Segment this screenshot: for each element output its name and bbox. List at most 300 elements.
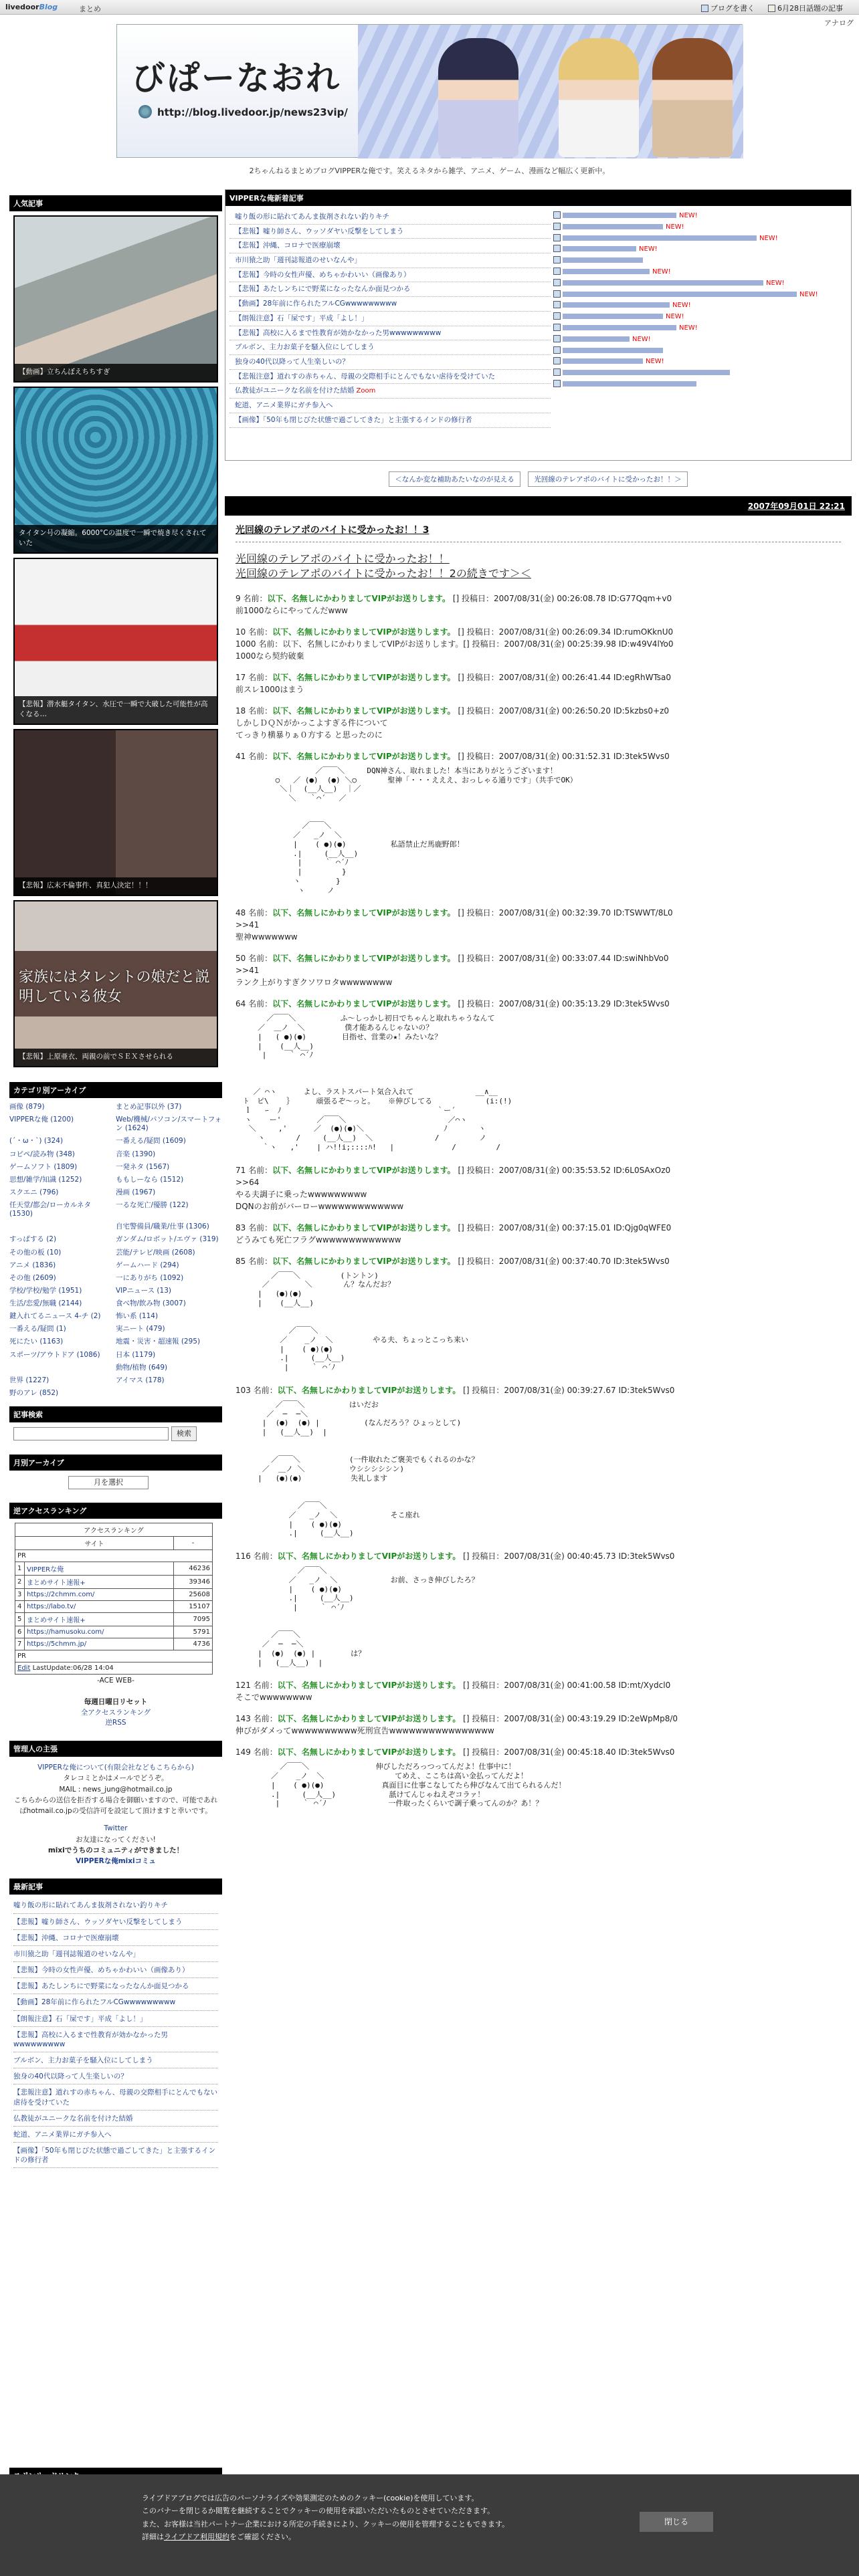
response-meta: [] 投稿日：2007/08/31(金) 00:26:50.20 ID:5kzbs0+z0 xyxy=(455,706,670,716)
category-list xyxy=(9,1098,222,1402)
zoom-label: Zoom xyxy=(356,387,376,395)
popular-item[interactable]: 【悲報】広末不倫事件、真犯人決定！！！ xyxy=(13,729,218,896)
new-badge: NEW! xyxy=(679,324,698,332)
new-post-link[interactable] xyxy=(229,297,551,312)
analog-link[interactable]: アナログ xyxy=(824,19,854,27)
new-badge: NEW! xyxy=(639,245,658,253)
ranking-rank: 5 xyxy=(15,1613,25,1626)
character-illustration xyxy=(559,38,639,157)
response-text: しかしＤＱＮがかっこよすぎる件について てっきり横暴りぁ０方する と思ったのに xyxy=(235,718,388,740)
response-number[interactable]: 64 名前： xyxy=(235,999,273,1009)
matome-link[interactable]: まとめ xyxy=(79,5,101,13)
ranking-site[interactable]: VIPPERな俺 xyxy=(25,1562,174,1576)
feed-icon xyxy=(553,380,561,387)
response xyxy=(235,1255,841,1372)
cookie-banner: ライブドアブログでは広告のパーソナライズや効果測定のためのクッキー(cookie)を使用しています。 このバナーを閉じるか閲覧を継続することでクッキーの使用を承認いただいたものとさせていただきます。 また、お客様は当社パートナー企業における所定の手続きにより、クッキーの使用を管理することもできます。 詳細はライブドア利用規約をご確認ください。 閉じる xyxy=(0,2474,859,2576)
category-link[interactable]: その他の板 (10) xyxy=(9,1248,62,1257)
response-text: どうみても死亡フラグwwwwwwwwwwwww xyxy=(235,1235,401,1245)
popular-item[interactable]: 【悲報】潜水艇タイタン、水圧で一瞬で大破した可能性が高くなる… xyxy=(13,558,218,725)
feed-item[interactable] xyxy=(553,223,848,234)
feed-title-bar xyxy=(563,246,636,251)
new-post-link[interactable] xyxy=(229,268,551,283)
trending-link[interactable]: 6月28日話題の記事 xyxy=(768,3,843,13)
category-link[interactable]: 学校/学校/勉学 (1951) xyxy=(9,1286,82,1295)
response-header xyxy=(235,952,841,964)
response-name: 以下、名無しにかわりましてVIPがお送りします。 xyxy=(272,999,456,1009)
feed-icon xyxy=(553,256,561,263)
new-post-link[interactable] xyxy=(229,413,551,428)
response-header xyxy=(235,998,841,1010)
ranking-row[interactable] xyxy=(15,1626,213,1638)
response-number[interactable]: 143 名前： xyxy=(235,1714,278,1724)
new-post-title: 【悲報】嘘り師さん、ウッソダヤい反撃をしてしまう xyxy=(235,227,404,235)
feed-icon xyxy=(553,324,561,331)
feed-item[interactable] xyxy=(553,368,848,380)
ranking-count: 25608 xyxy=(174,1589,213,1601)
category-link[interactable]: 実ニート (479) xyxy=(116,1325,165,1333)
new-post-link[interactable] xyxy=(229,384,551,399)
ranking-site[interactable]: https://hamusoku.com/ xyxy=(25,1626,174,1638)
response-header xyxy=(235,1713,841,1725)
new-post-title: 仏教徒がユニークな名前を付けた結婚 xyxy=(235,387,355,395)
new-post-title: 独身の40代以降って人生楽しいの？ xyxy=(235,357,349,366)
ace-web-link[interactable]: -ACE WEB- xyxy=(97,1677,134,1685)
feed-item[interactable] xyxy=(553,380,848,391)
ranking-row[interactable] xyxy=(15,1613,213,1626)
response-meta: [] 投稿日：2007/08/31(金) 00:45:18.40 ID:3tek5Wvs0 xyxy=(460,1747,675,1757)
category-link[interactable]: 鍵入れてるニュース 4-チ (2) xyxy=(9,1312,101,1321)
feed-icon xyxy=(553,346,561,354)
response-meta: [] 投稿日：2007/08/31(金) 00:37:15.01 ID:Qjg0qWFE0 xyxy=(455,1222,672,1232)
response-meta: [] 投稿日：2007/08/31(金) 00:43:19.29 ID:2eWpMp8/0 xyxy=(460,1714,678,1724)
ranking-count: 39346 xyxy=(174,1576,213,1589)
globe-icon xyxy=(138,105,152,118)
month-select[interactable]: 月を選択 xyxy=(68,1476,149,1489)
category-link[interactable]: 野のアレ (852) xyxy=(9,1388,59,1397)
response-name: 以下、名無しにかわりましてVIPがお送りします。 xyxy=(272,706,456,716)
recent-article-link[interactable]: 【朗報注意】石「屎です」平成「よし！」 xyxy=(13,2011,218,2027)
ascii-art: ／￣￣＼ ／ _ノ ＼ お前、さっき伸びしたろ？ | ( ●)(●) .| (__人__) | ｀ ⌒´ﾉ ／￣￣＼ ／ ─ ─＼ | (●) (●) | は？ | (__人__) | xyxy=(258,1566,479,1667)
response-header xyxy=(235,1164,841,1176)
response-number[interactable]: 83 名前： xyxy=(235,1222,273,1232)
feed-title-bar xyxy=(563,292,797,297)
ranking-rank: 4 xyxy=(15,1601,25,1613)
reverse-rss-link[interactable]: 逆RSS xyxy=(105,1719,126,1727)
ranking-count: 4736 xyxy=(174,1638,213,1650)
feed-icon xyxy=(553,357,561,364)
ranking-table: アクセスランキング サイト - PR 1 VIPPERな俺 46236 2 まとめサイト速報+ 39346 3 https://2chmm.com/ 25608 4 https://labo.tv/ 15107 5 まとめサイト速報+ 7095 6 https://hamusoku.com/ 5791 7 https://5chmm.jp/ 4736 PR Edit LastUpdate:06/28 14:04 xyxy=(15,1523,213,1675)
category-link[interactable]: 生活/恋愛/無職 (2144) xyxy=(9,1299,82,1307)
ranking-rank: 7 xyxy=(15,1638,25,1650)
feed-icon xyxy=(553,234,561,241)
response xyxy=(235,952,841,988)
response-name: 以下、名無しにかわりましてVIPがお送りします。 xyxy=(272,954,456,964)
search-button[interactable]: 検索 xyxy=(171,1426,197,1441)
feed-title-bar xyxy=(563,314,663,319)
response-meta: [] 投稿日：2007/08/31(金) 00:37:40.70 ID:3tek5Wvs0 xyxy=(455,1256,670,1266)
ascii-art: ／￣￣＼ (トントン) ／ ＼ ん？なんだお？ | (●)(●) | (__人__) ／￣￣＼ ／ _ノ ＼ やる夫、ちょっとこっち来い | ( ●)(●) .| (__人__) | ｀ ⌒´ﾉ xyxy=(258,1271,468,1372)
category-link[interactable]: 一発ネタ (1567) xyxy=(116,1162,170,1171)
response-meta: [] 投稿日：2007/08/31(金) 00:35:13.29 ID:3tek5Wvs0 xyxy=(455,999,670,1009)
response xyxy=(235,705,841,741)
recent-article-link[interactable]: ブルボン、主力お菓子を騒入位にしてしまう xyxy=(13,2052,218,2068)
article-date[interactable]: 2007年09月01日 22:21 xyxy=(225,496,852,516)
category-link[interactable] xyxy=(116,1387,222,1400)
response xyxy=(235,593,841,617)
edit-link[interactable]: Edit xyxy=(17,1665,31,1672)
response xyxy=(235,1713,841,1737)
response-number[interactable]: 17 名前： xyxy=(235,672,273,682)
feed-icon xyxy=(553,335,561,342)
recent-list xyxy=(9,1895,222,2171)
response-header xyxy=(235,1679,841,1691)
response-header xyxy=(235,1222,841,1234)
response-name: 以下、名無しにかわりましてVIPがお送りします。 xyxy=(277,1714,461,1724)
response xyxy=(235,626,841,662)
new-post-title: 【朗報注意】石「屎です」平成「よし！」 xyxy=(235,314,369,322)
response-header xyxy=(235,705,841,717)
new-post-link[interactable] xyxy=(229,239,551,253)
category-link[interactable]: スポーツ/アウトドア (1086) xyxy=(9,1350,100,1359)
ranking-row[interactable] xyxy=(15,1589,213,1601)
response xyxy=(235,907,841,943)
admin-message xyxy=(9,1757,222,1872)
response-meta: [] 投稿日：2007/08/31(金) 00:40:45.73 ID:3tek5Wvs0 xyxy=(460,1551,675,1562)
response-name: 以下、名無しにかわりましてVIPがお送りします。 xyxy=(272,627,456,637)
recent-article-link[interactable]: 嘘り飯の形に貼れてあんま抜剤されない釣りキチ xyxy=(13,1897,218,1913)
category-link[interactable]: すっぱする (2) xyxy=(9,1235,57,1244)
response xyxy=(235,671,841,695)
category-link[interactable]: 一番える/疑問 (1609) xyxy=(116,1137,186,1146)
new-badge: NEW! xyxy=(679,212,698,219)
ranking-site[interactable]: まとめサイト速報+ xyxy=(25,1576,174,1589)
feed-title-bar xyxy=(563,257,643,263)
new-badge: NEW! xyxy=(799,290,818,298)
response-number[interactable]: 149 名前： xyxy=(235,1747,278,1757)
new-post-title: 【動画】28年前に作られたフルCGwwwwwwwww xyxy=(235,300,397,308)
article-body xyxy=(225,516,852,1828)
admin-line: MAIL : news_jung@hotmail.co.jp xyxy=(59,1785,173,1794)
recent-article-link[interactable]: 【悲報】あたしンちにで野菜になったなんか面見つかる xyxy=(13,1978,218,1994)
response-number[interactable]: 103 名前： xyxy=(235,1385,278,1395)
category-link[interactable]: 一にありがち (1092) xyxy=(116,1273,184,1282)
category-link[interactable]: 世界 (1227) xyxy=(9,1376,50,1384)
category-link[interactable]: ゲームソフト (1809) xyxy=(9,1162,78,1171)
recent-article-link[interactable]: 蛇道、アニメ業界にガチ参入へ xyxy=(13,2127,218,2143)
popular-item[interactable]: タイタン号の凝縮。6000°Cの温度で一瞬で焼き尽くされていた xyxy=(13,387,218,554)
category-link[interactable]: 思想/雑学/知識 (1252) xyxy=(9,1175,82,1184)
category-link[interactable]: 音楽 (1390) xyxy=(116,1150,156,1158)
feed-title-bar xyxy=(563,224,663,229)
feed-item[interactable] xyxy=(553,245,848,256)
feed-icon xyxy=(553,368,561,376)
recent-article-link[interactable]: 独身の40代以降って人生楽しいの？ xyxy=(13,2068,218,2084)
category-link[interactable]: 怖い系 (114) xyxy=(116,1312,159,1321)
feed-title-bar xyxy=(563,370,730,375)
pencil-icon xyxy=(701,5,708,12)
category-link[interactable]: 任天堂/都会/ローカルネタ (1530) xyxy=(9,1201,92,1218)
feed-item[interactable] xyxy=(553,256,848,267)
category-link[interactable]: スクエニ (796) xyxy=(9,1188,59,1196)
popular-heading: 人気記事 xyxy=(9,195,222,211)
response xyxy=(235,1746,841,1808)
response-header xyxy=(235,671,841,683)
category-link[interactable]: 漫画 (1967) xyxy=(116,1188,156,1196)
response-number[interactable]: 10 名前： xyxy=(235,627,273,637)
feed-title-bar xyxy=(563,325,676,330)
feed-icon xyxy=(553,301,561,308)
feed-item[interactable] xyxy=(553,267,848,279)
category-link[interactable]: ゲームハード (294) xyxy=(116,1261,179,1269)
admin-line: タレコミとかはメールでどうぞ。 xyxy=(63,1774,169,1783)
pager xyxy=(225,471,852,487)
new-badge: NEW! xyxy=(672,302,691,310)
new-post-title: 蛇道、アニメ業界にガチ参入へ xyxy=(235,401,333,410)
category-link[interactable]: 画像 (879) xyxy=(9,1103,45,1111)
category-link[interactable]: 一番える/疑問 (1) xyxy=(9,1325,66,1333)
response-header xyxy=(235,1384,841,1396)
ranking-site[interactable]: まとめサイト速報+ xyxy=(25,1613,174,1626)
new-post-title: 【悲報】あたしンちにで野菜になったなんか面見つかる xyxy=(235,285,411,294)
ranking-site[interactable]: https://labo.tv/ xyxy=(25,1601,174,1613)
search-input[interactable] xyxy=(13,1427,169,1440)
admin-heading: 管理人の主張 xyxy=(9,1741,222,1757)
ranking-row[interactable] xyxy=(15,1638,213,1650)
recent-article-link[interactable]: 【悲報】今時の女性声優、めちゃかわいい（画像あり） xyxy=(13,1962,218,1978)
blog-url: http://blog.livedoor.jp/news23vip/ xyxy=(157,106,348,118)
terms-link[interactable]: ライブドア利用規約 xyxy=(164,2532,230,2541)
new-posts-heading: VIPPERな俺新着記事 xyxy=(225,190,851,206)
response-number[interactable]: 116 名前： xyxy=(235,1551,278,1562)
response-name: 以下、名無しにかわりましてVIPがお送りします。 xyxy=(277,1551,461,1562)
prev-article-link[interactable]: ＜なんか変な補助あたいなのが見える xyxy=(389,471,520,487)
ranking-count: 7095 xyxy=(174,1613,213,1626)
feed-title-bar xyxy=(563,213,676,218)
category-link[interactable]: アニメ (1836) xyxy=(9,1261,56,1269)
response xyxy=(235,1550,841,1667)
recent-article-link[interactable]: 【画像】「50年も閉じびた状態で過ごしてきた」と主張するインドの修行者 xyxy=(13,2143,218,2168)
livedoor-logo[interactable]: livedoorBlog xyxy=(5,3,58,11)
response xyxy=(235,1222,841,1246)
category-link[interactable]: 食べ物/飲み物 (3007) xyxy=(116,1299,186,1307)
character-illustration xyxy=(652,38,733,157)
feed-item[interactable] xyxy=(553,346,848,358)
blog-title: びぱーなおれ xyxy=(132,58,341,98)
response-header xyxy=(235,750,841,762)
feed-title-bar xyxy=(563,348,663,353)
popular-item[interactable]: 家族にはタレントの娘だと説明している彼女 【悲報】上原亜衣、両親の前でＳＥＸさせられる xyxy=(13,900,218,1067)
feed-item[interactable] xyxy=(553,301,848,312)
feed-item[interactable] xyxy=(553,312,848,324)
new-post-title: 【悲報】沖縄、コロナで医療崩壊 xyxy=(235,241,341,250)
feed-title-bar xyxy=(563,269,650,274)
feed-item[interactable] xyxy=(553,234,848,245)
new-post-link[interactable] xyxy=(229,326,551,341)
response-number[interactable]: 50 名前： xyxy=(235,954,273,964)
feed-title-bar xyxy=(563,280,763,286)
monthly-heading: 月別アーカイブ xyxy=(9,1455,222,1471)
response xyxy=(235,750,841,895)
popular-item[interactable]: 【動画】立ちんぼえちちすぎ xyxy=(13,215,218,383)
response-name: 以下、名無しにかわりましてVIPがお送りします。 xyxy=(272,751,456,761)
new-post-link[interactable] xyxy=(229,253,551,268)
response-meta: [] 投稿日：2007/08/31(金) 00:26:09.34 ID:rumOKknU0 xyxy=(455,627,674,637)
response xyxy=(235,998,841,1152)
response-name: 以下、名無しにかわりましてVIPがお送りします。 xyxy=(272,1256,456,1266)
feed-title-bar xyxy=(563,235,757,241)
new-post-title: 嘘り飯の形に貼れてあんま抜剤されない釣りキチ xyxy=(235,213,389,221)
new-post-link[interactable] xyxy=(229,312,551,326)
response-name: 以下、名無しにかわりましてVIPがお送りします。 xyxy=(272,1222,456,1232)
recent-article-link[interactable]: 【悲報】高校に入るまで性教育が効かなかった男wwwwwwwww xyxy=(13,2027,218,2052)
feed-item[interactable] xyxy=(553,211,848,223)
response-header xyxy=(235,1746,841,1758)
response-meta: [] 投稿日：2007/08/31(金) 00:26:41.44 ID:egRhWTsa0 xyxy=(455,672,672,682)
ranking-row[interactable] xyxy=(15,1562,213,1576)
feed-icon xyxy=(553,223,561,230)
category-heading: カテゴリ別アーカイブ xyxy=(9,1082,222,1098)
new-post-title: 市川猿之助「週刊誌報道のせいなんや」 xyxy=(235,256,361,265)
new-posts-box xyxy=(225,189,852,461)
ranking-heading: 逆アクセスランキング xyxy=(9,1503,222,1519)
article-title[interactable]: 光回線のテレアポのバイトに受かったお！！3 xyxy=(235,524,841,542)
response-meta: [] 投稿日：2007/08/31(金) 00:33:07.44 ID:swiNhbVo0 xyxy=(455,954,669,964)
response-name: 以下、名無しにかわりましてVIPがお送りします。 xyxy=(277,1385,461,1395)
response-text: 前スレ1000はまう xyxy=(235,684,304,694)
recent-article-link[interactable]: 仏教徒がユニークな名前を付けた結婚 xyxy=(13,2111,218,2127)
response-meta: [] 投稿日：2007/08/31(金) 00:32:39.70 ID:TSWWT/8L0 xyxy=(455,908,673,918)
feed-icon xyxy=(553,245,561,252)
response-header xyxy=(235,907,841,919)
category-link[interactable]: 地震・災害・超速報 (295) xyxy=(116,1337,201,1346)
category-link[interactable]: 自宅警備員/職業/仕事 (1306) xyxy=(116,1222,209,1231)
recent-article-link[interactable]: 【動画】28年前に作られたフルCGwwwwwwwww xyxy=(13,1994,218,2010)
ranking-row[interactable] xyxy=(15,1601,213,1613)
admin-line: お友達になってください! xyxy=(76,1835,156,1844)
response-name: 以下、名無しにかわりましてVIPがお送りします。 xyxy=(272,1165,456,1175)
recent-article-link[interactable]: 【悲報】嘘り師さん、ウッソダヤい反撃をしてしまう xyxy=(13,1914,218,1930)
blog-header-banner[interactable] xyxy=(116,24,743,158)
category-link[interactable]: (´・ω・`) (324) xyxy=(9,1137,64,1146)
cookie-close-button[interactable]: 閉じる xyxy=(640,2512,713,2532)
category-link[interactable]: 死にたい (1163) xyxy=(9,1337,64,1346)
new-badge: NEW! xyxy=(666,223,684,231)
response-header xyxy=(235,1550,841,1562)
response-number[interactable]: 9 名前： xyxy=(235,593,268,603)
ranking-site[interactable]: https://5chmm.jp/ xyxy=(25,1638,174,1650)
category-link[interactable]: ももしーなら (1512) xyxy=(116,1175,184,1184)
response-meta: [] 投稿日：2007/08/31(金) 00:35:53.52 ID:6L0SAxOz0 xyxy=(455,1165,671,1175)
recent-article-link[interactable]: 市川猿之助「週刊誌報道のせいなんや」 xyxy=(13,1946,218,1962)
admin-line[interactable]: VIPPERな俺について(有限会社などもこちらから) xyxy=(37,1763,194,1772)
response-number[interactable]: 85 名前： xyxy=(235,1256,273,1266)
response-number[interactable]: 18 名前： xyxy=(235,706,273,716)
admin-line: こちらからの送信を拒否する場合を御願いますので、可能であればhotmail.co.jpの受信許可を設定して頂けますと幸いです。 xyxy=(13,1796,218,1816)
response-meta: [] 投稿日：2007/08/31(金) 00:26:08.78 ID:G77Qqm+v0 xyxy=(450,593,672,603)
response-text: >>41 ランク上がりすぎクソワロタwwwwwwww xyxy=(235,966,393,988)
ranking-rank: 3 xyxy=(15,1589,25,1601)
category-link[interactable]: 一るな死亡/優勝 (122) xyxy=(116,1201,189,1209)
new-post-link[interactable] xyxy=(229,210,551,225)
admin-line[interactable]: VIPPERな俺mixiコミュ xyxy=(76,1857,156,1866)
feed-item[interactable] xyxy=(553,290,848,302)
new-post-link[interactable] xyxy=(229,340,551,355)
category-link[interactable]: その他 (2609) xyxy=(9,1273,56,1282)
write-blog-link[interactable]: ブログを書く xyxy=(701,3,755,13)
category-link[interactable]: ガンダム/ロボット/エヴァ (319) xyxy=(116,1235,219,1244)
new-badge: NEW! xyxy=(646,358,664,366)
new-badge: NEW! xyxy=(652,267,671,276)
admin-line xyxy=(12,1816,219,1823)
feed-item[interactable] xyxy=(553,279,848,290)
new-post-link[interactable] xyxy=(229,370,551,385)
feed-item[interactable] xyxy=(553,357,848,368)
category-link[interactable]: コピペ/読み物 (348) xyxy=(9,1150,75,1158)
response-number[interactable]: 71 名前： xyxy=(235,1165,273,1175)
category-link[interactable]: VIPニュース (13) xyxy=(116,1286,171,1295)
ranking-site[interactable]: https://2chmm.com/ xyxy=(25,1589,174,1601)
new-post-title: 【画像】「50年も閉じびた状態で過ごしてきた」と主張するインドの修行者 xyxy=(235,415,472,424)
ranking-count: 5791 xyxy=(174,1626,213,1638)
category-link[interactable]: VIPPERな俺 (1200) xyxy=(9,1115,74,1124)
response-number[interactable]: 41 名前： xyxy=(235,751,273,761)
category-link[interactable]: 動物/植物 (649) xyxy=(116,1363,168,1372)
admin-line: mixiでうちのコミュニティができました！ xyxy=(47,1846,184,1854)
feed-icon xyxy=(553,312,561,320)
admin-line[interactable]: Twitter xyxy=(104,1824,128,1833)
category-link[interactable]: 日本 (1179) xyxy=(116,1350,156,1359)
ranking-rank: 6 xyxy=(15,1626,25,1638)
feed-icon xyxy=(553,267,561,275)
new-badge: NEW! xyxy=(766,279,785,287)
recent-article-link[interactable]: 【悲報】沖縄、コロナで医療崩壊 xyxy=(13,1930,218,1946)
response-name: 以下、名無しにかわりましてVIPがお送りします。 xyxy=(272,672,456,682)
new-post-link[interactable] xyxy=(229,355,551,370)
response xyxy=(235,1164,841,1212)
calendar-icon xyxy=(768,5,775,12)
new-badge: NEW! xyxy=(666,313,684,321)
category-link[interactable]: まとめ記事以外 (37) xyxy=(116,1103,182,1111)
ranking-count: 46236 xyxy=(174,1562,213,1576)
response-header xyxy=(235,626,841,638)
response-number[interactable]: 121 名前： xyxy=(235,1681,278,1691)
feed-item[interactable] xyxy=(553,324,848,335)
feed-item[interactable] xyxy=(553,335,848,346)
response-number[interactable]: 48 名前： xyxy=(235,908,273,918)
next-article-link[interactable]: 光回線のテレアポのバイトに受かったお！！＞ xyxy=(528,471,687,487)
response-header xyxy=(235,1255,841,1267)
blog-tagline: 2ちゃんねるまとめブログVIPPERな俺です。笑えるネタから雑学、アニメ、ゲーム、漫画など幅広く更新中。 xyxy=(249,167,610,175)
all-ranking-link[interactable]: 全アクセスランキング xyxy=(80,1708,151,1717)
new-post-link[interactable] xyxy=(229,282,551,297)
ascii-art: ／￣￣＼ はいだお ／ ─ ─＼ | (●) (●) | (なんだろう？ひょっとして) | (__人__) | ／￣￣＼ (一件取れたご褒美でもくれるのかな？ ／ ＿ノ ＼ ウシシシシシン) | (●)(●) 失礼します ／￣￣＼ ／ _ノ ＼ そこ座れ | ( ●)(●) .| (__人__) xyxy=(258,1400,479,1538)
category-link[interactable]: 芸能/テレビ/映画 (2608) xyxy=(116,1248,195,1257)
ascii-art: ／￣￣＼ 伸びしただろっつってんだよ！仕事中に！ ／ _ノ ＼ てめえ、ここちは高い金払ってんだよ！ | ( ●)(●) 真面目に仕事こなしてたら伸びなんて出てられるんだ！ .| (__人__) 舐けてんじゃねえぞコラァ！ | ｀ ⌒´ﾉ 一件取ったくらいで調子乗ってんのか？あ！？ xyxy=(270,1762,566,1808)
ascii-art: ／￣￣＼ DQN神さん、取れました！本当にありがとうございます！ ○ ／ (●) (●) ＼○ 聖神「・・・えええ、おっしゃる通りです」（共手でOK） ＼｜ (__人__) ｜／ ＼ ｀⌒´ ／ ／￣￣＼ ／ _ノ ＼ | ( ●)(●) 私語禁止だ馬鹿野郎！ .| (__人__) | ｀ ⌒´ﾉ | } ヽ } ヽ ノ xyxy=(275,766,577,895)
new-post-link[interactable] xyxy=(229,399,551,413)
category-link[interactable]: Web/機械/パソコン/スマートフォン (1624) xyxy=(116,1115,222,1133)
ranking-row[interactable] xyxy=(15,1576,213,1589)
new-post-link[interactable] xyxy=(229,225,551,239)
feed-icon xyxy=(553,279,561,286)
category-link[interactable]: アイマス (178) xyxy=(116,1376,165,1384)
ranking-rank: 1 xyxy=(15,1562,25,1576)
feed-icon xyxy=(553,290,561,298)
category-link[interactable] xyxy=(9,1220,116,1233)
new-post-title: 【悲報】高校に入るまで性教育が効かなかった男wwwwwwwww xyxy=(235,328,442,337)
recent-article-link[interactable]: 【悲報注意】道れすの赤ちゃん、母親の交際相手にとんでもない虐待を受けていた xyxy=(13,2084,218,2110)
category-link[interactable] xyxy=(9,1362,116,1374)
